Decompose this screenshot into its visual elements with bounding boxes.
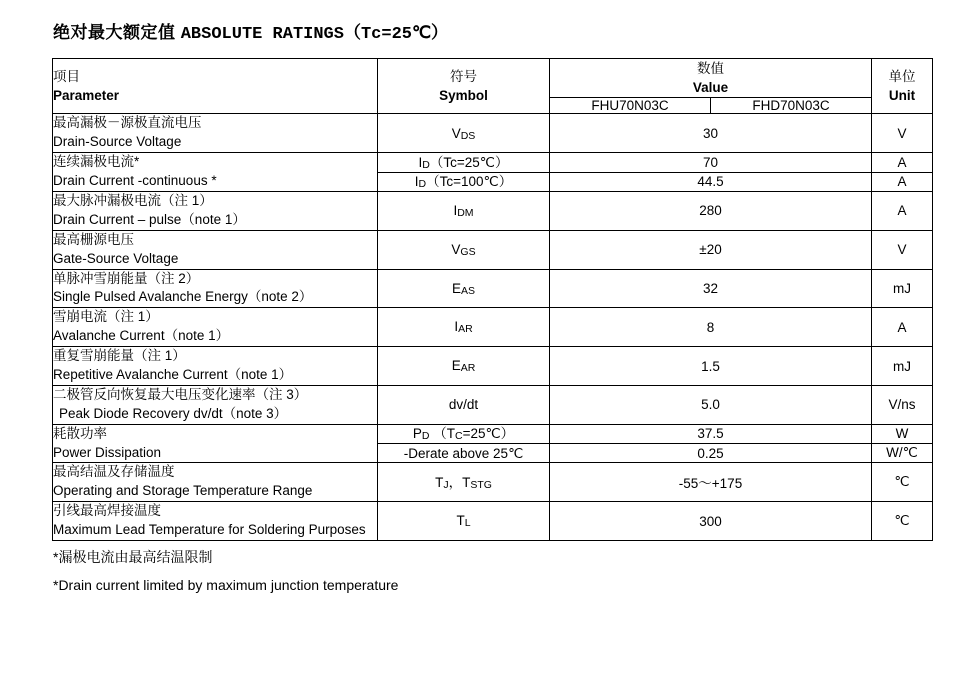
row-parameter-en: Drain Current – pulse（note 1） [53, 211, 246, 227]
row-parameter-cn: 重复雪崩能量（注 1） [53, 348, 186, 364]
table-row [53, 153, 933, 172]
table-row [53, 192, 933, 231]
row-value: 30 [550, 114, 872, 153]
row-unit: ℃ [872, 502, 933, 541]
row-unit: V/ns [872, 385, 933, 424]
row-value: -55～+175 [550, 463, 872, 502]
row-parameter-cn: 最大脉冲漏极电流（注 1） [53, 193, 213, 208]
table-row [53, 114, 933, 153]
row-unit: V [872, 230, 933, 269]
header-value-cn: 数值 [697, 61, 724, 76]
footnote-cn: *漏极电流由最高结温限制 [53, 549, 213, 566]
row-symbol: $V_{GS}$ [378, 230, 550, 269]
page-title-en: ABSOLUTE RATINGS（Tc=25℃） [180, 25, 449, 44]
table-row [53, 347, 933, 386]
row-symbol: $I_{DM}$ [378, 192, 550, 231]
header-parameter-en: Parameter [53, 88, 120, 104]
row-parameter [53, 153, 378, 192]
header-parameter-cn: 项目 [53, 69, 80, 84]
row-parameter [53, 385, 378, 424]
table-row [53, 385, 933, 424]
table-header-row-1 [53, 59, 933, 98]
row-value: 5.0 [550, 385, 872, 424]
table-row [53, 463, 933, 502]
row-unit: W [872, 424, 933, 443]
row-unit: ℃ [872, 463, 933, 502]
header-value [550, 59, 872, 98]
row-symbol: $I_D(Tc=25℃)$ [378, 153, 550, 172]
row-value: 37.5 [550, 424, 872, 443]
table-row [53, 502, 933, 541]
header-part-fhu70n03c: FHU70N03C [550, 98, 711, 114]
row-value: ±20 [550, 230, 872, 269]
absolute-ratings-table [52, 58, 933, 541]
row-unit: A [872, 153, 933, 172]
row-value: 70 [550, 153, 872, 172]
row-parameter-cn: 最高结温及存储温度 [53, 464, 175, 480]
header-parameter [53, 59, 378, 114]
row-value: 300 [550, 502, 872, 541]
row-symbol: $E_{AS}$ [378, 269, 550, 308]
table-header [53, 59, 933, 114]
table-row [53, 269, 933, 308]
header-unit-cn: 单位 [888, 69, 916, 84]
row-symbol: -Derate above 25℃ [378, 444, 550, 463]
header-symbol [378, 59, 550, 114]
row-parameter-en: Single Pulsed Avalanche Energy（note 2） [53, 289, 313, 305]
row-symbol: $E_{AR}$ [378, 347, 550, 386]
row-value: 280 [550, 192, 872, 231]
row-unit: A [872, 308, 933, 347]
row-value: 8 [550, 308, 872, 347]
table-body [53, 114, 933, 541]
row-value: 1.5 [550, 347, 872, 386]
row-parameter-cn: 二极管反向恢复最大电压变化速率（注 3） [53, 386, 308, 402]
row-unit: V [872, 114, 933, 153]
row-parameter [53, 347, 378, 386]
row-parameter [53, 230, 378, 269]
row-parameter [53, 114, 378, 153]
row-unit: A [872, 172, 933, 191]
row-parameter [53, 269, 378, 308]
row-unit: mJ [872, 347, 933, 386]
row-parameter-en: Operating and Storage Temperature Range [53, 483, 313, 499]
row-value: 0.25 [550, 444, 872, 463]
footnotes [53, 550, 947, 594]
row-parameter [53, 502, 378, 541]
header-unit [872, 59, 933, 114]
row-parameter-en: Maximum Lead Temperature for Soldering Purposes [53, 522, 366, 538]
row-value: 44.5 [550, 172, 872, 191]
header-value-en: Value [692, 80, 729, 96]
row-parameter-cn: 雪崩电流（注 1） [53, 309, 159, 325]
row-parameter-en: Peak Diode Recovery dv/dt（note 3） [59, 405, 288, 421]
row-symbol: $I_{AR}$ [378, 308, 550, 347]
row-parameter-en: Drain-Source Voltage [53, 134, 182, 150]
row-parameter [53, 463, 378, 502]
page-title [53, 18, 947, 44]
table-row [53, 424, 933, 443]
row-parameter-en: Avalanche Current（note 1） [53, 328, 230, 344]
row-parameter-cn: 单脉冲雪崩能量（注 2） [53, 270, 200, 286]
row-parameter-cn: 最高漏极－源极直流电压 [53, 115, 202, 131]
header-symbol-cn: 符号 [450, 69, 477, 84]
table-row [53, 230, 933, 269]
row-parameter-cn: 最高栅源电压 [53, 231, 134, 247]
row-parameter-en: Drain Current -continuous * [53, 173, 217, 189]
row-unit: mJ [872, 269, 933, 308]
row-parameter [53, 192, 378, 231]
page-title-cn: 绝对最大额定值 [53, 23, 176, 42]
row-unit: W/℃ [872, 444, 933, 463]
row-value: 32 [550, 269, 872, 308]
row-parameter-en: Gate-Source Voltage [53, 250, 179, 266]
row-symbol: $P_D$ $(T_C=25℃)$ [378, 424, 550, 443]
row-parameter-cn: 连续漏极电流* [53, 154, 140, 170]
row-symbol: dv/dt [378, 385, 550, 424]
row-symbol: $I_D(Tc=100℃)$ [378, 172, 550, 191]
footnote-en: *Drain current limited by maximum junction temperature [53, 577, 399, 594]
row-parameter [53, 308, 378, 347]
header-unit-en: Unit [888, 88, 916, 104]
row-parameter [53, 424, 378, 463]
header-symbol-en: Symbol [439, 88, 488, 104]
row-parameter-cn: 耗散功率 [53, 425, 107, 441]
row-symbol: $T_J$，$T_{STG}$ [378, 463, 550, 502]
row-symbol: $V_{DS}$ [378, 114, 550, 153]
row-unit: A [872, 192, 933, 231]
header-part-fhd70n03c: FHD70N03C [711, 98, 872, 114]
row-symbol: $T_L$ [378, 502, 550, 541]
row-parameter-en: Repetitive Avalanche Current（note 1） [53, 367, 293, 383]
row-parameter-cn: 引线最高焊接温度 [53, 503, 161, 519]
table-row [53, 308, 933, 347]
row-parameter-en: Power Dissipation [53, 444, 162, 460]
